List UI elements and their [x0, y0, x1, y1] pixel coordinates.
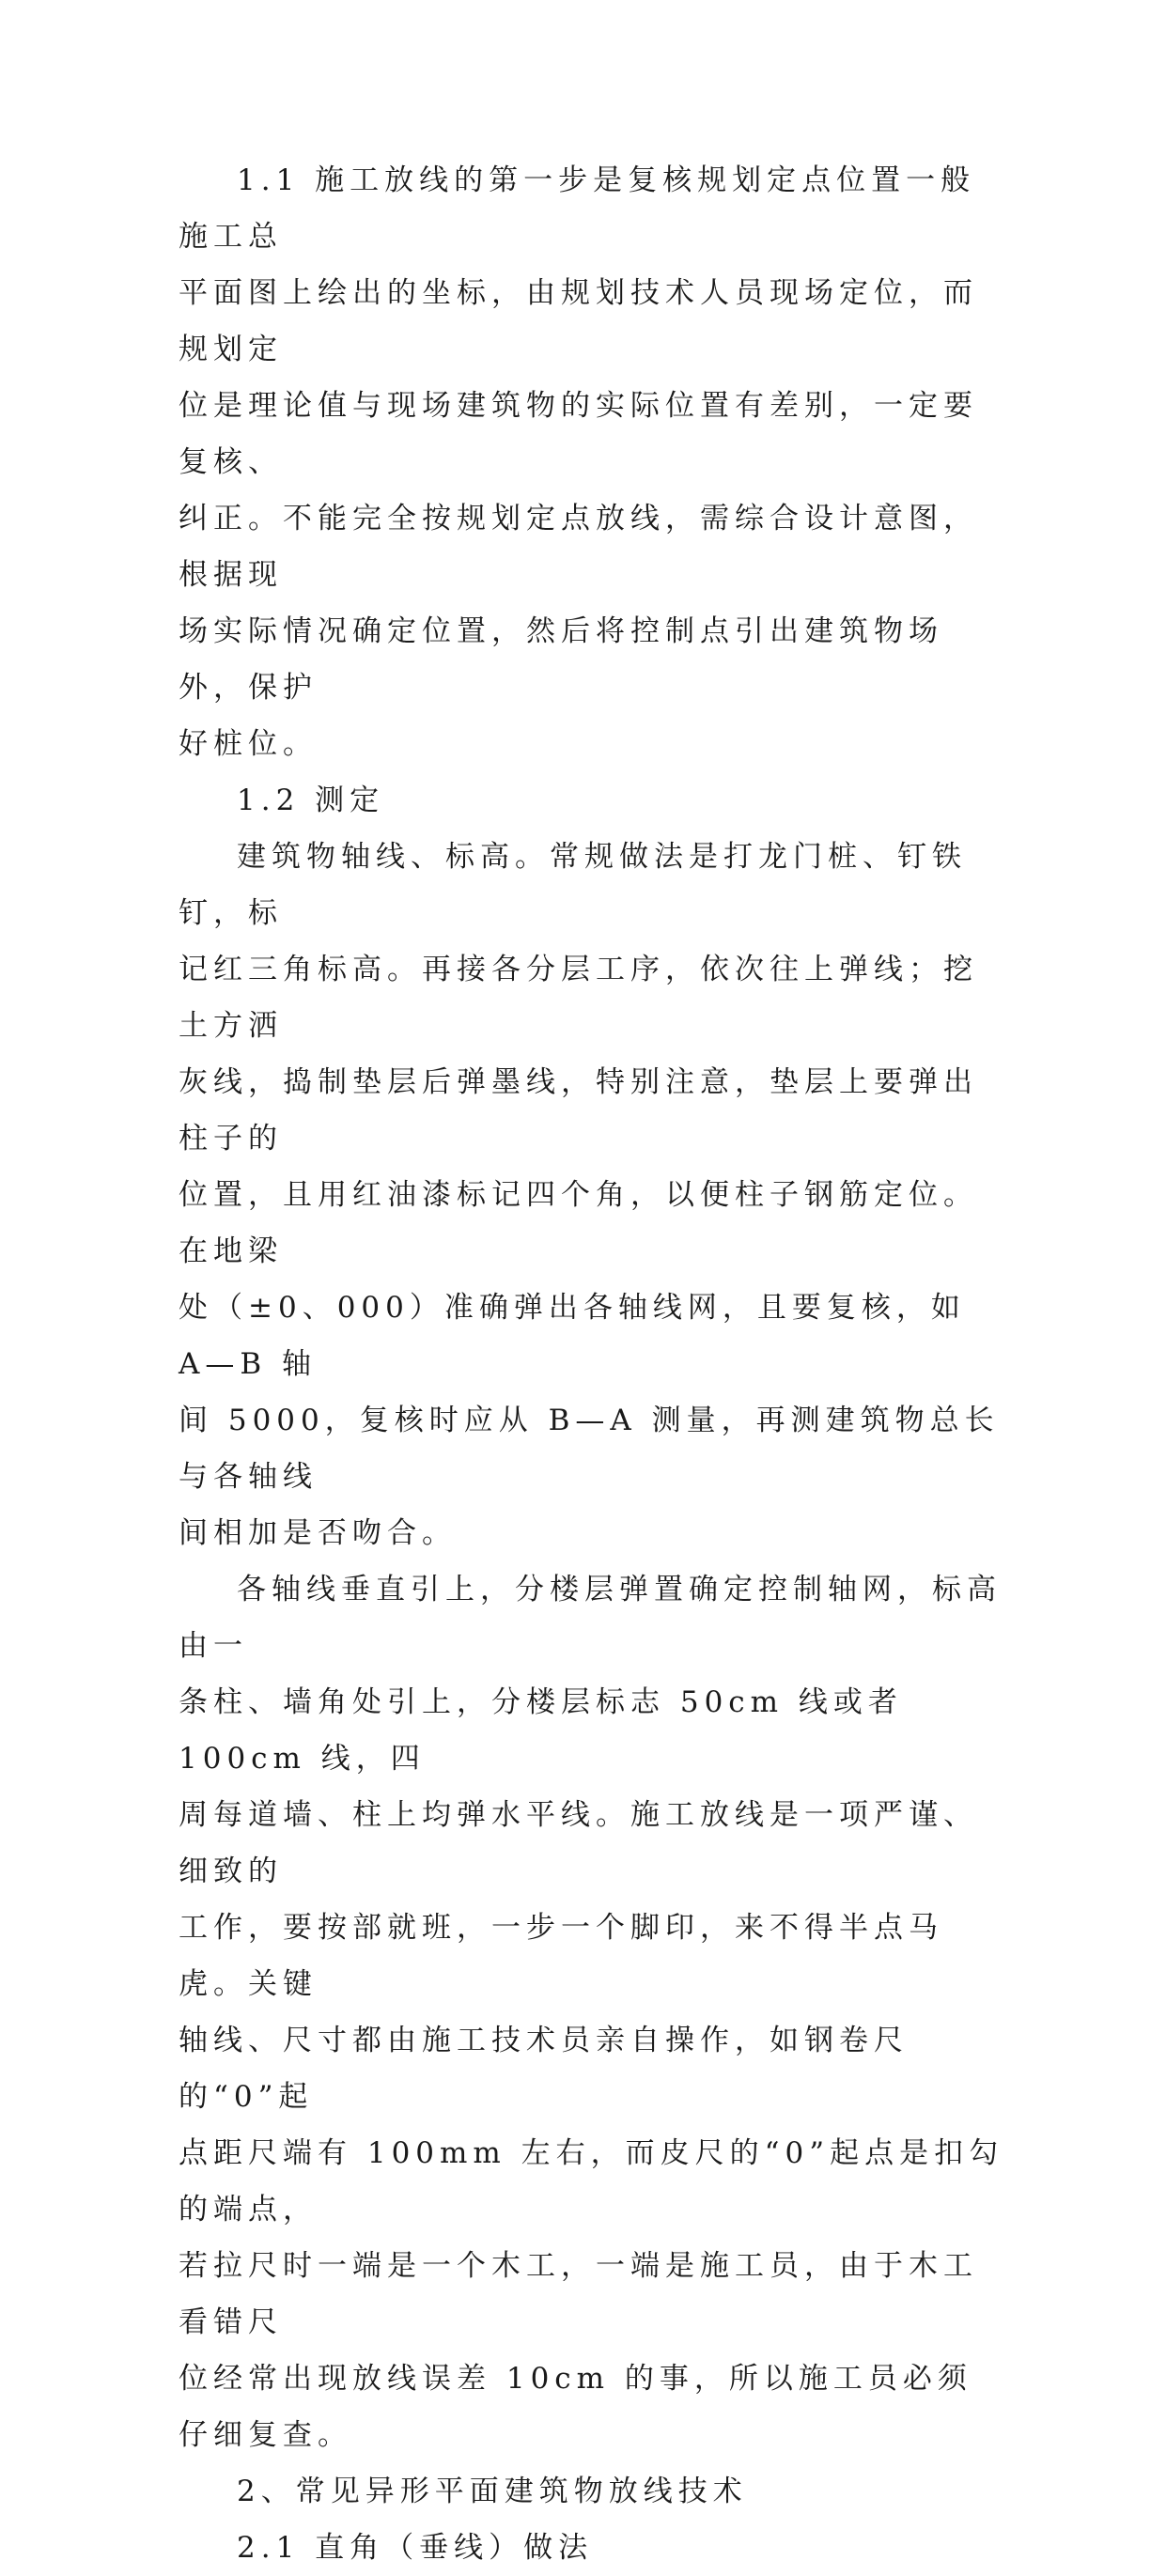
paragraph-axis-elevation: 建筑物轴线、标高。常规做法是打龙门桩、钉铁钉，标 记红三角标高。再接各分层工序，依次往上弹线；挖土方洒 灰线，捣制垫层后弹墨线，特别注意，垫层上要弹出柱子的 位置，且用红油漆标记四个角，以便柱子钢筋定位。在地梁 处（±0、000）准确弹出各轴线网，且要复核，如 A—B 轴 间 5000，复核时应从 B—A 测量，再测建筑物总长与各轴线 间相加是否吻合。 — [179, 840, 1000, 1550]
heading-2-1: 2.1 直角（垂线）做法 — [237, 2531, 594, 2565]
document-body — [179, 152, 1005, 2576]
paragraph-axis-vertical: 各轴线垂直引上，分楼层弹置确定控制轴网，标高由一 条柱、墙角处引上，分楼层标志 50cm 线或者 100cm 线，四 周每道墙、柱上均弹水平线。施工放线是一项严谨、细致的 工作，要按部就班，一步一个脚印，来不得半点马虎。关键 轴线、尺寸都由施工技术员亲自操作，如钢卷尺的“0”起 点距尺端有 100mm 左右，而皮尺的“0”起点是扣勾的端点， 若拉尺时一端是一个木工，一端是施工员，由于木工看错尺 位经常出现放线误差 10cm 的事，所以施工员必须仔细复查。 — [179, 1573, 1004, 2452]
heading-1-2: 1.2 测定 — [237, 784, 385, 817]
heading-section-2: 2、常见异形平面建筑物放线技术 — [237, 2475, 748, 2508]
paragraph-1-1: 1.1 施工放线的第一步是复核规划定点位置一般施工总 平面图上绘出的坐标，由规划技术人员现场定位，而规划定 位是理论值与现场建筑物的实际位置有差别，一定要复核、 纠正。不能完全按规划定点放线，需综合设计意图，根据现 场实际情况确定位置，然后将控制点引出建筑物场外，保护 好桩位。 — [179, 163, 978, 761]
